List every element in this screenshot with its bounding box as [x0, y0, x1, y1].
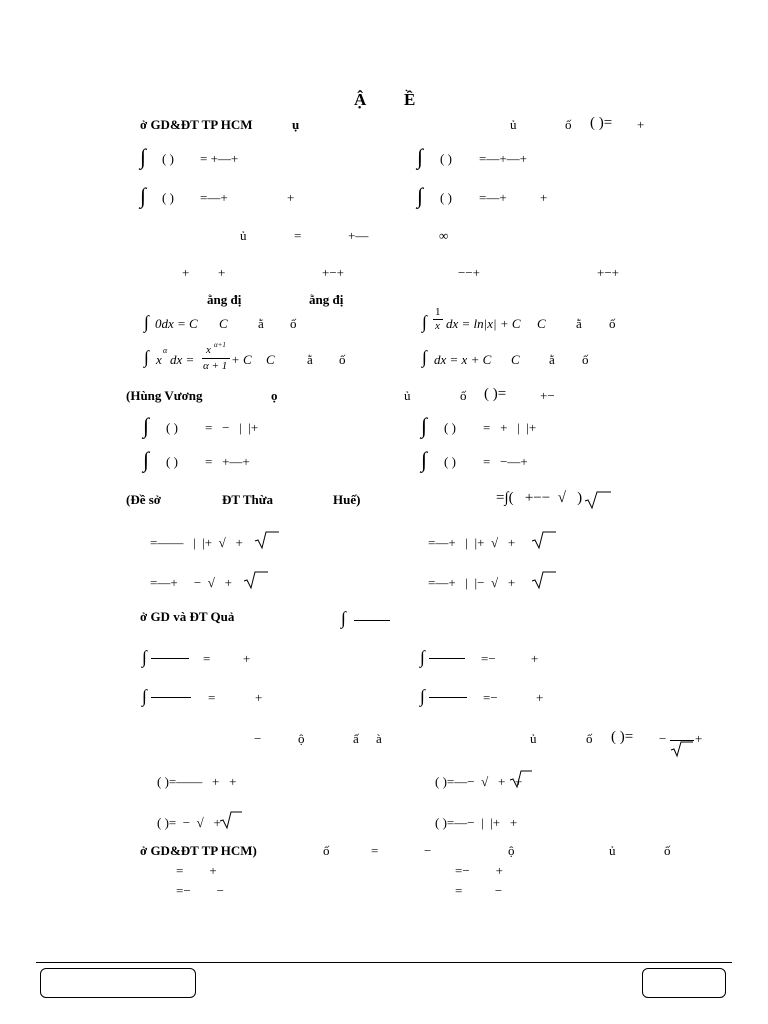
sqrt-icon	[670, 740, 694, 758]
q2-opt: +−+	[322, 265, 344, 280]
integral-icon: ∫	[420, 647, 425, 667]
q5-source: ở GD và ĐT Quả	[140, 609, 235, 624]
q1-stem-o: ố	[565, 117, 572, 132]
q5-d-plus: +	[536, 690, 544, 705]
sqrt-icon	[584, 490, 612, 510]
q1-a-expr: = +—+	[200, 151, 239, 166]
q3-stem-o: ố	[460, 388, 467, 403]
q3-u: ủ	[404, 388, 411, 403]
q2-b-den: x	[435, 320, 440, 332]
q1-c-tail: +	[287, 190, 295, 205]
heading-left: Ậ	[354, 90, 367, 109]
q1-d-tail: +	[540, 190, 548, 205]
q1-stem-fn: ( )=	[590, 115, 613, 131]
q2-stmt-b: ằng đị	[309, 292, 344, 307]
q1-b-expr: =—+—+	[479, 151, 527, 166]
q7-o2: ộ	[508, 843, 515, 858]
q1-d-paren: ( )	[440, 190, 452, 205]
sqrt-icon	[243, 570, 269, 590]
integral-icon: ∫	[143, 447, 150, 472]
q4-d: =—+ | |− √ +	[428, 575, 516, 590]
sqrt-icon	[254, 530, 280, 550]
q2-d-o: ố	[582, 352, 589, 367]
q2-c-den: α + 1	[203, 360, 228, 372]
q5-c-plus: +	[255, 690, 263, 705]
q3-c-paren: ( )	[166, 454, 178, 469]
q2-c-numsup: α+1	[214, 341, 226, 349]
q6-a2: à	[376, 731, 382, 746]
q6-u: ủ	[530, 731, 537, 746]
integral-icon: ∫	[144, 312, 149, 332]
q2-b-a: ằ	[576, 316, 582, 331]
q6-a1: ấ	[353, 731, 359, 746]
q2-a-a: ằ	[258, 316, 264, 331]
q6-fn: ( )=	[611, 729, 634, 745]
q7-c: =− −	[176, 883, 224, 898]
q1-stem-plus: +	[637, 117, 645, 132]
q3-c-expr: = +—+	[205, 454, 250, 469]
q1-d-expr: =—+	[479, 190, 507, 205]
q2-plusfrac: +—	[348, 228, 369, 243]
sqrt-icon	[531, 570, 557, 590]
q1-stem-u: ủ	[510, 117, 517, 132]
q5-b-plus: +	[531, 651, 539, 666]
integral-icon: ∫	[417, 144, 424, 169]
q4-source-b: ĐT Thừa	[222, 492, 274, 507]
q6-tail-plus: +	[695, 731, 703, 746]
integral-icon: ∫	[417, 183, 424, 208]
q2-a-c: C	[219, 316, 228, 331]
integral-icon: ∫	[421, 413, 428, 438]
q7-b: =− +	[455, 863, 503, 878]
q2-c-o: ố	[339, 352, 346, 367]
sqrt-icon	[531, 530, 557, 550]
q1-tail: ụ	[292, 117, 300, 132]
q2-a-o: ố	[290, 316, 297, 331]
q6-tail-minus: −	[659, 731, 667, 746]
q6-a: ( )=—— + +	[157, 774, 237, 789]
q5-a-plus: +	[243, 651, 251, 666]
integral-icon: ∫	[142, 647, 147, 667]
q3-source: (Hùng Vương	[126, 388, 203, 403]
q7-d: = −	[455, 883, 503, 898]
q5-c-eq: =	[208, 690, 216, 705]
q6-d: ( )=—− | |+ +	[435, 815, 518, 830]
q3-fn: ( )=	[484, 386, 507, 402]
q1-a-paren: ( )	[162, 151, 174, 166]
integral-icon: ∫	[143, 413, 150, 438]
q4-a: =—— | |+ √ +	[150, 535, 243, 550]
q2-c-pre: x	[156, 352, 162, 367]
q5-d-eq: =−	[483, 690, 498, 705]
q2-u: ủ	[240, 228, 247, 243]
q2-c-a: ằ	[307, 352, 313, 367]
q3-d-expr: = −—+	[483, 454, 528, 469]
q2-d-formula: dx = x + C	[434, 352, 492, 367]
q6-minus: −	[254, 731, 262, 746]
q6-stem-o: ố	[586, 731, 593, 746]
q2-opt: +	[218, 265, 226, 280]
integral-icon: ∫	[341, 608, 346, 628]
q2-d-c: C	[511, 352, 520, 367]
q1-c-expr: =—+	[200, 190, 228, 205]
q3-b-expr: = + | |+	[483, 420, 537, 435]
q2-eq: =	[294, 228, 302, 243]
q6-c: ( )= − √ +	[157, 815, 221, 830]
q7-minus: −	[424, 843, 432, 858]
q2-stmt-a: ằng đị	[207, 292, 242, 307]
q2-b-num: 1	[435, 306, 441, 318]
q2-a-formula: 0dx = C	[155, 316, 198, 331]
footer-left-box	[40, 968, 196, 998]
sqrt-icon	[219, 810, 243, 830]
q2-opt: −−+	[458, 265, 480, 280]
integral-icon: ∫	[142, 686, 147, 706]
q2-c-c: C	[266, 352, 275, 367]
q4-b: =—+ | |+ √ +	[428, 535, 516, 550]
q4-source-a: (Đề sở	[126, 492, 161, 507]
integral-icon: ∫	[421, 447, 428, 472]
q2-b-formula: dx = ln|x| + C	[446, 316, 521, 331]
heading-right: Ề	[404, 90, 416, 109]
q7-o: ố	[323, 843, 330, 858]
q2-d-a: ằ	[549, 352, 555, 367]
q1-source: ở GD&ĐT TP HCM	[140, 117, 253, 132]
q7-o3: ố	[664, 843, 671, 858]
q7-u: ủ	[609, 843, 616, 858]
q3-a-expr: = − | |+	[205, 420, 259, 435]
q3-a-paren: ( )	[166, 420, 178, 435]
integral-icon: ∫	[422, 347, 427, 367]
q4-stem: =∫( +−− √ )	[496, 490, 583, 506]
integral-icon: ∫	[140, 183, 147, 208]
q5-b-eq: =−	[481, 651, 496, 666]
q2-b-c: C	[537, 316, 546, 331]
integral-icon: ∫	[420, 686, 425, 706]
q2-opt: +	[182, 265, 190, 280]
q2-opt: +−+	[597, 265, 619, 280]
q4-source-c: Huế)	[333, 492, 361, 507]
q6-b: ( )=—− √ + +	[435, 774, 523, 789]
integral-icon: ∫	[422, 312, 427, 332]
q2-c-post: + C	[231, 352, 252, 367]
q3-d-paren: ( )	[444, 454, 456, 469]
q2-inf: ∞	[439, 228, 449, 243]
q3-b-paren: ( )	[444, 420, 456, 435]
integral-icon: ∫	[140, 144, 147, 169]
sqrt-icon	[509, 769, 533, 789]
footer-divider	[36, 962, 732, 963]
integral-icon: ∫	[144, 347, 149, 367]
q1-c-paren: ( )	[162, 190, 174, 205]
q3-tail: +−	[540, 388, 555, 403]
q2-c-sup: α	[163, 346, 168, 355]
q7-source: ở GD&ĐT TP HCM)	[140, 843, 257, 858]
q6-o: ộ	[298, 731, 305, 746]
q2-c-num: x	[206, 344, 211, 356]
q4-c: =—+ − √ +	[150, 575, 232, 590]
q7-a: = +	[176, 863, 217, 878]
q2-c-mid: dx =	[170, 352, 195, 367]
q3-o: ọ	[271, 388, 278, 403]
q2-b-o: ố	[609, 316, 616, 331]
q5-a-eq: =	[203, 651, 211, 666]
q7-eq: =	[371, 843, 379, 858]
q1-b-paren: ( )	[440, 151, 452, 166]
footer-right-box	[642, 968, 726, 998]
